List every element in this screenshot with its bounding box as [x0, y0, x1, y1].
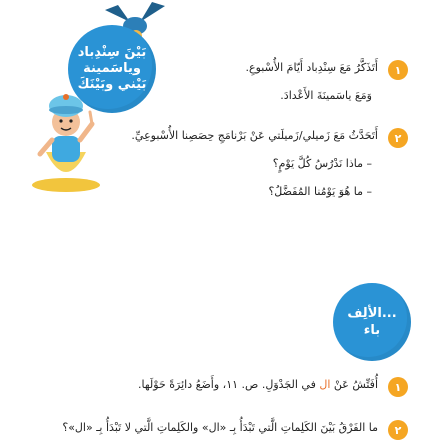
- item-1-text: أَتَذَكَّرُ مَعَ سِنْدِباد أَيّامَ الأُسْبوعِ.: [245, 61, 378, 74]
- item-3-text-before: أُفَتِّشُ عَنْ: [333, 378, 378, 391]
- item-number-3: ١: [388, 377, 408, 397]
- item-number-1: ١: [388, 60, 408, 80]
- item-3-text-after: في الجَدْوَلِ. ص. ١١، وأَضَعُ دائِرَةً حَوْلَها.: [138, 378, 316, 391]
- item-4-text: ما الفَرْقُ بَيْنَ الكَلِماتِ الَّتي تَبْدَأُ بِـ «ال» والكَلِماتِ الَّتي لا تَبْدَأُ بِـ «ال»؟: [62, 421, 378, 434]
- item-3-text: [138, 378, 378, 391]
- item-1-subtext: وَمَعَ ياسَمينَةَ الأَعْدادَ.: [280, 89, 372, 102]
- badge-line-1: بَيْنَ سِنْدِباد: [77, 45, 147, 60]
- item-3-text-accent: ال: [319, 378, 331, 391]
- item-2-bullet-1: – ماذا نَدْرُسُ كُلَّ يَوْمٍ؟: [272, 157, 372, 170]
- badge-line-1: الألِف...: [347, 306, 397, 321]
- section-badge-alif-baa: [333, 283, 411, 361]
- item-2-text: أَتَحَدَّثُ مَعَ زَميلي/زَميلَتي عَنْ بَرْنامَجِ حِصَصِنا الأُسْبوعِيِّ.: [131, 129, 378, 142]
- sindbad-character-illustration: [26, 82, 106, 194]
- badge-line-3: بَيْني وبَيْنَكَ: [77, 77, 147, 92]
- item-number-2: ٢: [388, 128, 408, 148]
- item-2-bullet-2: – ما هُوَ يَوْمُنا المُفَضَّلُ؟: [268, 185, 372, 198]
- badge-line-2: باء: [363, 323, 381, 338]
- item-number-4: ٢: [388, 420, 408, 440]
- badge-line-2: وياسَمينة: [83, 61, 141, 76]
